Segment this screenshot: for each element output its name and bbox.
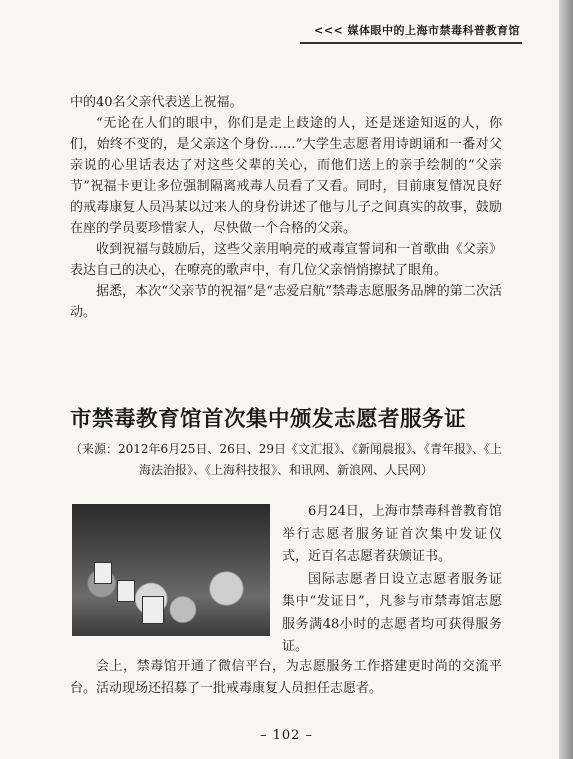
page-edge-border xyxy=(559,0,573,759)
article-headline: 市禁毒教育馆首次集中颁发志愿者服务证 xyxy=(70,407,467,432)
volunteer-ceremony-photo xyxy=(72,504,270,636)
running-header: <<< 媒体眼中的上海市禁毒科普教育馆 xyxy=(314,24,520,37)
paragraph: 6月24日，上海市禁毒科普教育馆举行志愿者服务证首次集中发证仪式，近百名志愿者获颁证书。 xyxy=(282,504,502,564)
page-number: – 102 – xyxy=(259,728,314,743)
paragraph: 会上，禁毒馆开通了微信平台，为志愿服务工作搭建更时尚的交流平台。活动现场还招募了一批戒毒康复人员担任志愿者。 xyxy=(70,659,502,696)
article-source: （来源：2012年6月25日、26日、29日《文汇报》、《新闻晨报》、《青年报》、《上海法治报》、《上海科技报》、和讯网、新浪网、人民网） xyxy=(70,442,502,477)
paragraph: 中的40名父亲代表送上祝福。 xyxy=(70,95,243,110)
header-rule xyxy=(300,42,522,44)
paragraph: 据悉，本次“父亲节的祝福”是“志爱启航”禁毒志愿服务品牌的第二次活动。 xyxy=(70,284,502,320)
paragraph: 国际志愿者日设立志愿者服务证集中“发证日”，凡参与市禁毒馆志愿服务满48小时的志愿者均可获得服务证。 xyxy=(282,571,502,654)
held-certificate-sign xyxy=(117,580,135,602)
paragraph: “无论在人们的眼中，你们是走上歧途的人，还是迷途知返的人，你们，始终不变的，是父亲这个身份……”大学生志愿者用诗朗诵和一番对父亲说的心里话表达了对这些父辈的关心，而他们送上的亲手绘制的“父亲节”祝福卡更让多位强制隔离戒毒人员看了又看。同时，目前康复情况良好的戒毒康复人员冯某以过来人的身份讲述了他与儿子之间真实的故事，鼓励在座的学员要珍惜家人，尽快做一个合格的父亲。 xyxy=(70,116,502,236)
top-section xyxy=(70,92,502,323)
held-certificate-sign xyxy=(142,596,164,624)
paragraph: 收到祝福与鼓励后，这些父亲用响亮的戒毒宣誓词和一首歌曲《父亲》表达自己的决心，在嘹亮的歌声中，有几位父亲悄悄擦拭了眼角。 xyxy=(70,242,502,278)
article-bottom-text xyxy=(70,656,502,699)
article-side-text xyxy=(282,501,502,659)
held-certificate-sign xyxy=(94,562,112,584)
